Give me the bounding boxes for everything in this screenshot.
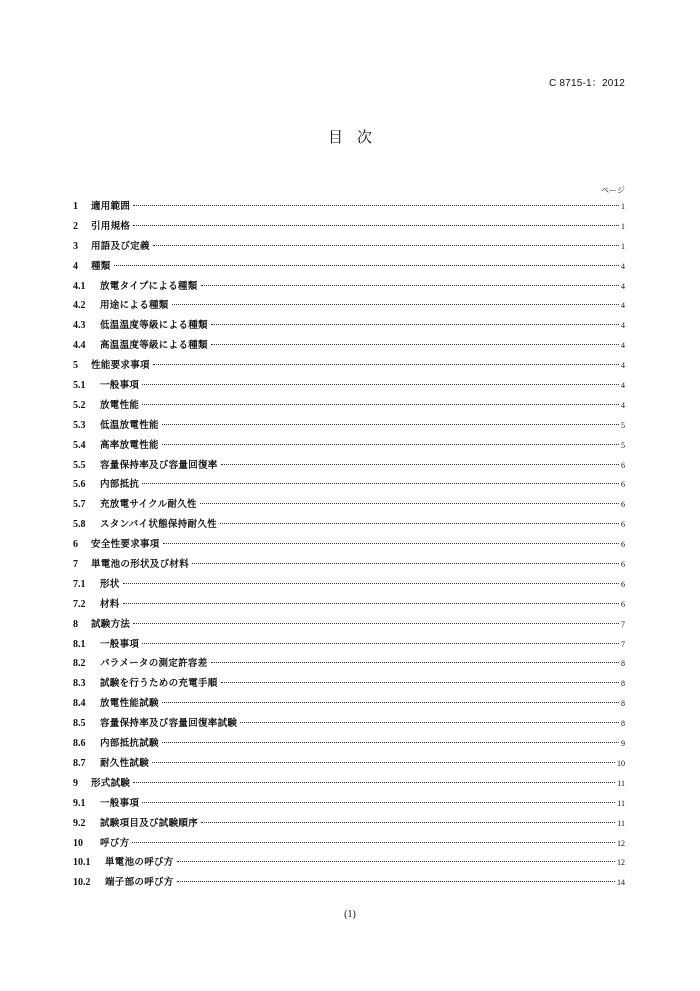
toc-dot-leader (142, 404, 619, 405)
toc-entry[interactable] (73, 555, 625, 575)
toc-dot-leader (221, 464, 619, 465)
toc-dot-leader (177, 881, 615, 882)
toc-entry-number: 8.1 (73, 638, 86, 650)
toc-entry-number: 5.7 (73, 499, 86, 511)
toc-entry[interactable] (73, 296, 625, 316)
toc-entry[interactable] (73, 834, 625, 854)
toc-dot-leader (114, 265, 619, 266)
toc-entry-number: 8.4 (73, 698, 86, 710)
toc-entry-title: 放電性能試験 (100, 698, 159, 710)
toc-entry-title: 形式試験 (91, 777, 131, 789)
toc-entry-number: 4.1 (73, 280, 86, 292)
toc-entry[interactable] (73, 495, 625, 515)
toc-dot-leader (142, 384, 619, 385)
toc-entry-number: 8 (73, 618, 78, 630)
toc-entry-number: 8.5 (73, 718, 86, 730)
toc-entry-page: 4 (621, 361, 625, 371)
toc-entry-title: 放電タイプによる種類 (100, 280, 198, 292)
page-title: 目次 (327, 128, 386, 146)
toc-entry-page: 8 (621, 679, 625, 689)
toc-entry[interactable] (73, 217, 625, 237)
toc-entry-page: 6 (621, 540, 625, 550)
toc-entry[interactable] (73, 257, 625, 277)
toc-entry-number: 9 (73, 777, 78, 789)
toc-entry-page: 4 (621, 400, 625, 410)
toc-dot-leader (142, 802, 615, 803)
toc-entry-page: 8 (621, 699, 625, 709)
toc-entry[interactable] (73, 635, 625, 655)
toc-entry-title: 形状 (100, 578, 120, 590)
toc-entry-page: 6 (621, 520, 625, 530)
toc-entry-number: 9.2 (73, 817, 86, 829)
toc-dot-leader (123, 583, 619, 584)
toc-entry-page: 4 (621, 261, 625, 271)
toc-dot-leader (162, 444, 619, 445)
toc-entry-title: 単電池の呼び方 (105, 857, 174, 869)
toc-entry[interactable] (73, 356, 625, 376)
toc-entry-page: 11 (617, 778, 625, 788)
toc-entry-page: 6 (621, 599, 625, 609)
toc-entry-title: 用途による種類 (100, 300, 169, 312)
toc-entry-title: 高温温度等級による種類 (100, 340, 208, 352)
toc-entry-title: 端子部の呼び方 (105, 877, 174, 889)
toc-entry-page: 7 (621, 639, 625, 649)
toc-dot-leader (153, 245, 619, 246)
toc-entry-title: 単電池の形状及び材料 (91, 559, 190, 571)
document-code: C 8715-1：2012 (549, 78, 625, 89)
toc-entry-number: 2 (73, 220, 78, 232)
page-folio: (1) (344, 909, 356, 920)
toc-entry[interactable] (73, 734, 625, 754)
toc-entry-number: 5 (73, 360, 78, 372)
toc-entry-number: 5.6 (73, 479, 86, 491)
toc-entry-page: 5 (621, 420, 625, 430)
toc-entry[interactable] (73, 774, 625, 794)
toc-entry-number: 5.4 (73, 439, 86, 451)
toc-entry-title: 内部抵抗 (100, 479, 140, 491)
toc-entry[interactable] (73, 535, 625, 555)
toc-entry-number: 8.6 (73, 738, 86, 750)
toc-entry-title: 用語及び定義 (91, 240, 150, 252)
toc-entry[interactable] (73, 197, 625, 217)
toc-entry-number: 8.7 (73, 757, 86, 769)
toc-entry-page: 7 (621, 619, 625, 629)
toc-entry-number: 7 (73, 559, 78, 571)
toc-entry-page: 1 (621, 202, 625, 211)
toc-dot-leader (142, 483, 619, 484)
toc-dot-leader (142, 643, 619, 644)
toc-entry-number: 7.1 (73, 578, 86, 590)
toc-entry-title: 試験を行うための充電手順 (100, 678, 218, 690)
toc-dot-leader (133, 782, 615, 783)
toc-entry[interactable] (73, 654, 625, 674)
toc-entry[interactable] (73, 714, 625, 734)
toc-entry-number: 5.5 (73, 459, 86, 471)
toc-dot-leader (123, 603, 619, 604)
toc-dot-leader (177, 861, 615, 862)
toc-entry-title: 種類 (91, 260, 111, 272)
toc-dot-leader (211, 344, 619, 345)
toc-entry[interactable] (73, 674, 625, 694)
toc-entry[interactable] (73, 396, 625, 416)
toc-entry-number: 4.2 (73, 300, 86, 312)
toc-entry-title: 適用範囲 (91, 201, 131, 212)
toc-dot-leader (163, 543, 619, 544)
toc-entry-number: 5.8 (73, 519, 86, 531)
toc-entry[interactable] (73, 595, 625, 615)
page-column-label: ページ (601, 186, 625, 195)
toc-entry-number: 3 (73, 240, 78, 252)
toc-entry-title: 材料 (100, 598, 120, 610)
toc-entry-page: 4 (621, 321, 625, 331)
toc-entry[interactable] (73, 873, 625, 893)
toc-entry-title: 安全性要求事項 (91, 539, 160, 551)
toc-entry[interactable] (73, 336, 625, 356)
toc-entry[interactable] (73, 515, 625, 535)
toc-entry-page: 5 (621, 440, 625, 450)
toc-entry-title: 呼び方 (100, 837, 130, 849)
toc-entry[interactable] (73, 853, 625, 873)
toc-entry-number: 8.2 (73, 658, 86, 670)
toc-dot-leader (133, 205, 619, 206)
toc-dot-leader (162, 742, 619, 743)
toc-dot-leader (133, 623, 619, 624)
toc-entry-page: 12 (617, 858, 625, 868)
toc-entry-page: 8 (621, 659, 625, 669)
toc-entry[interactable] (73, 694, 625, 714)
toc-entry-page: 6 (621, 460, 625, 470)
toc-entry-page: 11 (617, 798, 625, 808)
toc-entry-title: 性能要求事項 (91, 360, 150, 372)
toc-entry-title: パラメータの測定許容差 (100, 658, 208, 670)
toc-dot-leader (201, 822, 615, 823)
toc-entry-page: 8 (621, 719, 625, 729)
toc-entry-page: 14 (617, 878, 625, 888)
toc-dot-leader (162, 702, 619, 703)
toc-entry[interactable] (73, 615, 625, 635)
toc-entry-number: 5.1 (73, 380, 86, 392)
toc-entry[interactable] (73, 456, 625, 476)
toc-entry-number: 5.3 (73, 419, 86, 431)
toc-dot-leader (221, 682, 619, 683)
toc-dot-leader (133, 225, 619, 226)
toc-entry-page: 1 (621, 221, 625, 231)
toc-entry-number: 10 (73, 837, 83, 849)
toc-entry-page: 4 (621, 381, 625, 391)
toc-entry-title: 一般事項 (100, 797, 140, 809)
toc-entry-title: 放電性能 (100, 399, 140, 411)
toc-dot-leader (132, 842, 615, 843)
toc-entry-title: 引用規格 (91, 220, 131, 232)
toc-entry-number: 4.3 (73, 320, 86, 332)
toc-entry[interactable] (73, 237, 625, 257)
toc-entry-page: 4 (621, 301, 625, 311)
toc-entry-page: 11 (617, 818, 625, 828)
toc-entry-page: 1 (621, 241, 625, 251)
toc-entry[interactable] (73, 376, 625, 396)
toc-entry-page: 6 (621, 480, 625, 490)
toc-dot-leader (162, 424, 619, 425)
toc-entry[interactable] (73, 475, 625, 495)
toc-entry-title: 試験項目及び試験順序 (100, 817, 199, 829)
toc-entry[interactable] (73, 316, 625, 336)
toc-entry-page: 4 (621, 281, 625, 291)
toc-dot-leader (152, 762, 615, 763)
table-of-contents (73, 197, 625, 893)
toc-entry-title: 充放電サイクル耐久性 (100, 499, 197, 511)
toc-dot-leader (211, 324, 619, 325)
toc-dot-leader (172, 304, 619, 305)
toc-entry-title: 容量保持率及び容量回復率 (100, 459, 218, 471)
toc-dot-leader (200, 503, 619, 504)
toc-dot-leader (220, 523, 619, 524)
toc-entry-page: 10 (617, 758, 625, 768)
toc-entry-number: 4.4 (73, 340, 86, 352)
toc-entry-page: 4 (621, 341, 625, 351)
toc-entry-number: 9.1 (73, 797, 86, 809)
toc-entry-title: 一般事項 (100, 380, 140, 392)
toc-entry-page: 6 (621, 560, 625, 570)
toc-dot-leader (240, 722, 619, 723)
toc-entry-number: 8.3 (73, 678, 86, 690)
toc-entry-title: 試験方法 (91, 618, 131, 630)
toc-dot-leader (211, 662, 619, 663)
toc-entry[interactable] (73, 436, 625, 456)
toc-entry-title: 低温温度等級による種類 (100, 320, 208, 332)
toc-entry[interactable] (73, 794, 625, 814)
toc-entry-title: 低温放電性能 (100, 419, 159, 431)
toc-entry-title: 一般事項 (100, 638, 140, 650)
toc-entry-number: 7.2 (73, 598, 86, 610)
toc-dot-leader (153, 364, 619, 365)
toc-entry-title: 耐久性試験 (100, 757, 150, 769)
toc-dot-leader (192, 563, 619, 564)
toc-entry[interactable] (73, 416, 625, 436)
toc-entry-page: 9 (621, 739, 625, 749)
toc-entry-title: 高率放電性能 (100, 439, 159, 451)
toc-entry-number: 1 (73, 201, 78, 212)
toc-entry-page: 6 (621, 500, 625, 510)
toc-entry-number: 10.2 (73, 877, 91, 889)
toc-entry-number: 4 (73, 260, 78, 272)
toc-entry-page: 6 (621, 579, 625, 589)
toc-dot-leader (201, 285, 619, 286)
toc-entry-title: スタンバイ状態保持耐久性 (100, 519, 217, 531)
toc-entry-title: 容量保持率及び容量回復率試験 (100, 718, 238, 730)
toc-entry-number: 5.2 (73, 399, 86, 411)
toc-entry[interactable] (73, 754, 625, 774)
toc-entry-number: 6 (73, 539, 78, 551)
toc-entry-title: 内部抵抗試験 (100, 738, 159, 750)
toc-entry-number: 10.1 (73, 857, 91, 869)
toc-entry[interactable] (73, 575, 625, 595)
toc-entry[interactable] (73, 277, 625, 297)
toc-entry[interactable] (73, 814, 625, 834)
toc-entry-page: 12 (617, 838, 625, 848)
